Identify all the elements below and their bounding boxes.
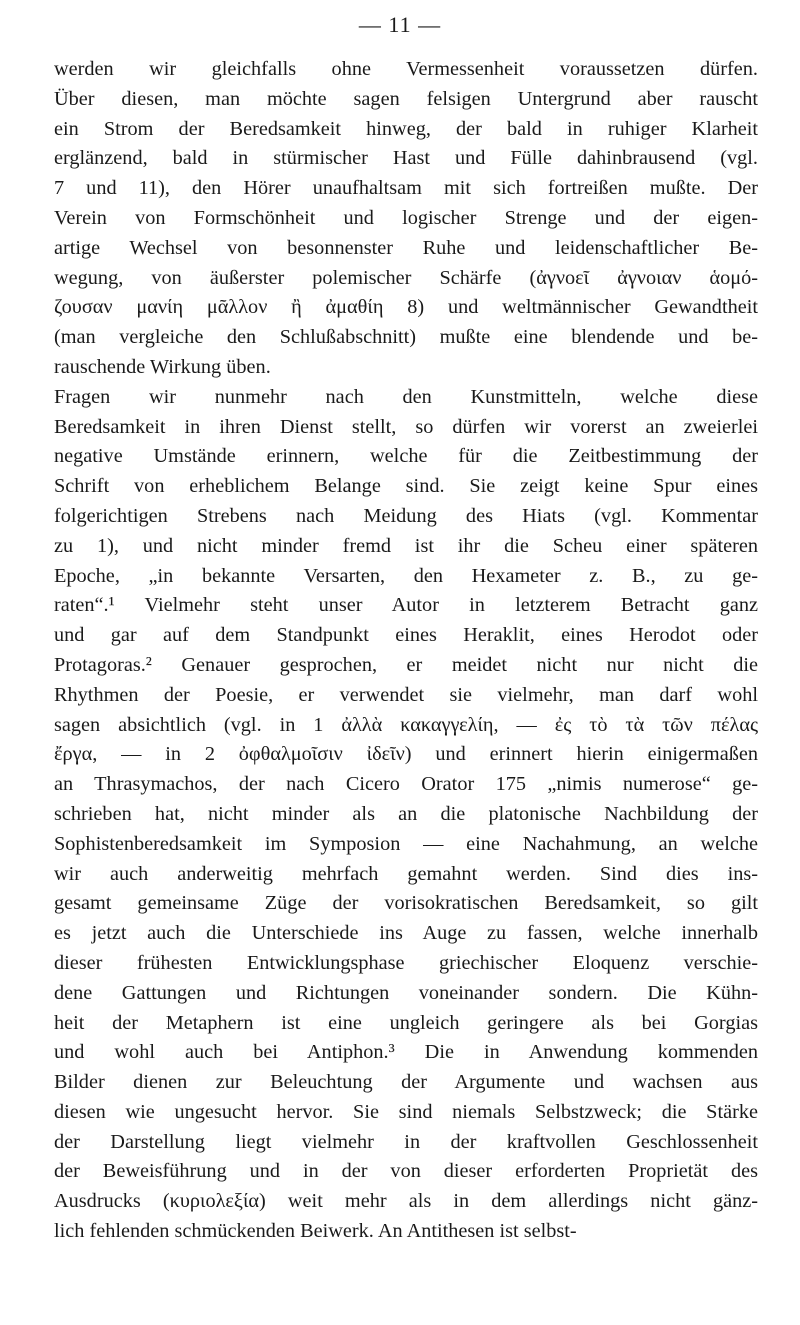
text-line: diesen wie ungesucht hervor. Sie sind niemals Selbstzweck; die Stärke	[54, 1100, 758, 1123]
text-line: lich fehlenden schmückenden Beiwerk. An Antithesen ist selbst-	[54, 1220, 577, 1243]
text-line: Ausdrucks (κυριολεξία) weit mehr als in dem allerdings nicht gänz-	[54, 1190, 758, 1213]
text-line: Über diesen, man möchte sagen felsigen Untergrund aber rauscht	[54, 87, 758, 110]
body-text	[54, 55, 758, 1247]
text-line: werden wir gleichfalls ohne Vermessenheit voraussetzen dürfen.	[54, 58, 758, 80]
text-line: sagen absichtlich (vgl. in 1 ἀλλὰ κακαγγελίη, — ἐς τὸ τὰ τῶν πέλας	[54, 713, 758, 736]
text-line: folgerichtigen Strebens nach Meidung des Hiats (vgl. Kommentar	[54, 504, 758, 527]
text-line: wir auch anderweitig mehrfach gemahnt werden. Sind dies ins-	[54, 862, 758, 885]
text-line: heit der Metaphern ist eine ungleich geringere als bei Gorgias	[54, 1011, 758, 1034]
text-line: schrieben hat, nicht minder als an die platonische Nachbildung der	[54, 802, 758, 825]
text-line: Beredsamkeit in ihren Dienst stellt, so dürfen wir vorerst an zweierlei	[54, 415, 758, 438]
text-line: erglänzend, bald in stürmischer Hast und Fülle dahinbrausend (vgl.	[54, 147, 758, 170]
text-line: ζουσαν μανίη μᾶλλον ἢ ἀμαθίη 8) und weltmännischer Gewandtheit	[54, 296, 758, 319]
text-line: Epoche, „in bekannte Versarten, den Hexameter z. B., zu ge-	[54, 564, 758, 587]
text-line: raten“.¹ Vielmehr steht unser Autor in letzterem Betracht ganz	[54, 594, 758, 617]
text-line: ἔργα, — in 2 ὀφθαλμοῖσιν ἰδεῖν) und erinnert hierin einigermaßen	[54, 743, 758, 766]
text-line: es jetzt auch die Unterschiede ins Auge zu fassen, welche innerhalb	[54, 922, 758, 945]
text-line: 7 und 11), den Hörer unaufhaltsam mit sich fortreißen mußte. Der	[54, 177, 758, 200]
text-line: negative Umstände erinnern, welche für die Zeitbestimmung der	[54, 445, 758, 468]
text-line: Sophistenberedsamkeit im Symposion — eine Nachahmung, an welche	[54, 832, 758, 855]
text-line: der Beweisführung und in der von dieser erforderten Proprietät des	[54, 1160, 758, 1183]
text-line: der Darstellung liegt vielmehr in der kraftvollen Geschlossenheit	[54, 1130, 758, 1153]
text-line: Fragen wir nunmehr nach den Kunstmitteln, welche diese	[54, 385, 758, 408]
text-line: an Thrasymachos, der nach Cicero Orator 175 „nimis numerose“ ge-	[54, 773, 758, 796]
text-line: Rhythmen der Poesie, er verwendet sie vielmehr, man darf wohl	[54, 683, 758, 706]
page-number-header: — 11 —	[358, 12, 442, 37]
text-line: Protagoras.² Genauer gesprochen, er meidet nicht nur nicht die	[54, 653, 758, 676]
text-line: Bilder dienen zur Beleuchtung der Argumente und wachsen aus	[54, 1071, 758, 1094]
text-line: (man vergleiche den Schlußabschnitt) mußte eine blendende und be-	[54, 326, 758, 349]
text-line: und gar auf dem Standpunkt eines Heraklit, eines Herodot oder	[54, 624, 758, 647]
text-line: und wohl auch bei Antiphon.³ Die in Anwendung kommenden	[54, 1041, 758, 1064]
text-line: artige Wechsel von besonnenster Ruhe und leidenschaftlicher Be-	[54, 236, 758, 259]
text-line: zu 1), und nicht minder fremd ist ihr die Scheu einer späteren	[54, 534, 758, 557]
text-line: wegung, von äußerster polemischer Schärfe (ἀγνοεῖ ἀγνοιαν ἁομό-	[54, 266, 758, 289]
text-line: rauschende Wirkung üben.	[54, 355, 271, 378]
text-line: gesamt gemeinsame Züge der vorisokratischen Beredsamkeit, so gilt	[54, 892, 758, 915]
text-line: ein Strom der Beredsamkeit hinweg, der bald in ruhiger Klarheit	[54, 117, 758, 140]
text-line: dene Gattungen und Richtungen voneinander sondern. Die Kühn-	[54, 981, 758, 1004]
text-line: Schrift von erheblichem Belange sind. Sie zeigt keine Spur eines	[54, 475, 758, 498]
text-line: dieser frühesten Entwicklungsphase griechischer Eloquenz verschie-	[54, 951, 758, 974]
text-line: Verein von Formschönheit und logischer Strenge und der eigen-	[54, 206, 758, 229]
